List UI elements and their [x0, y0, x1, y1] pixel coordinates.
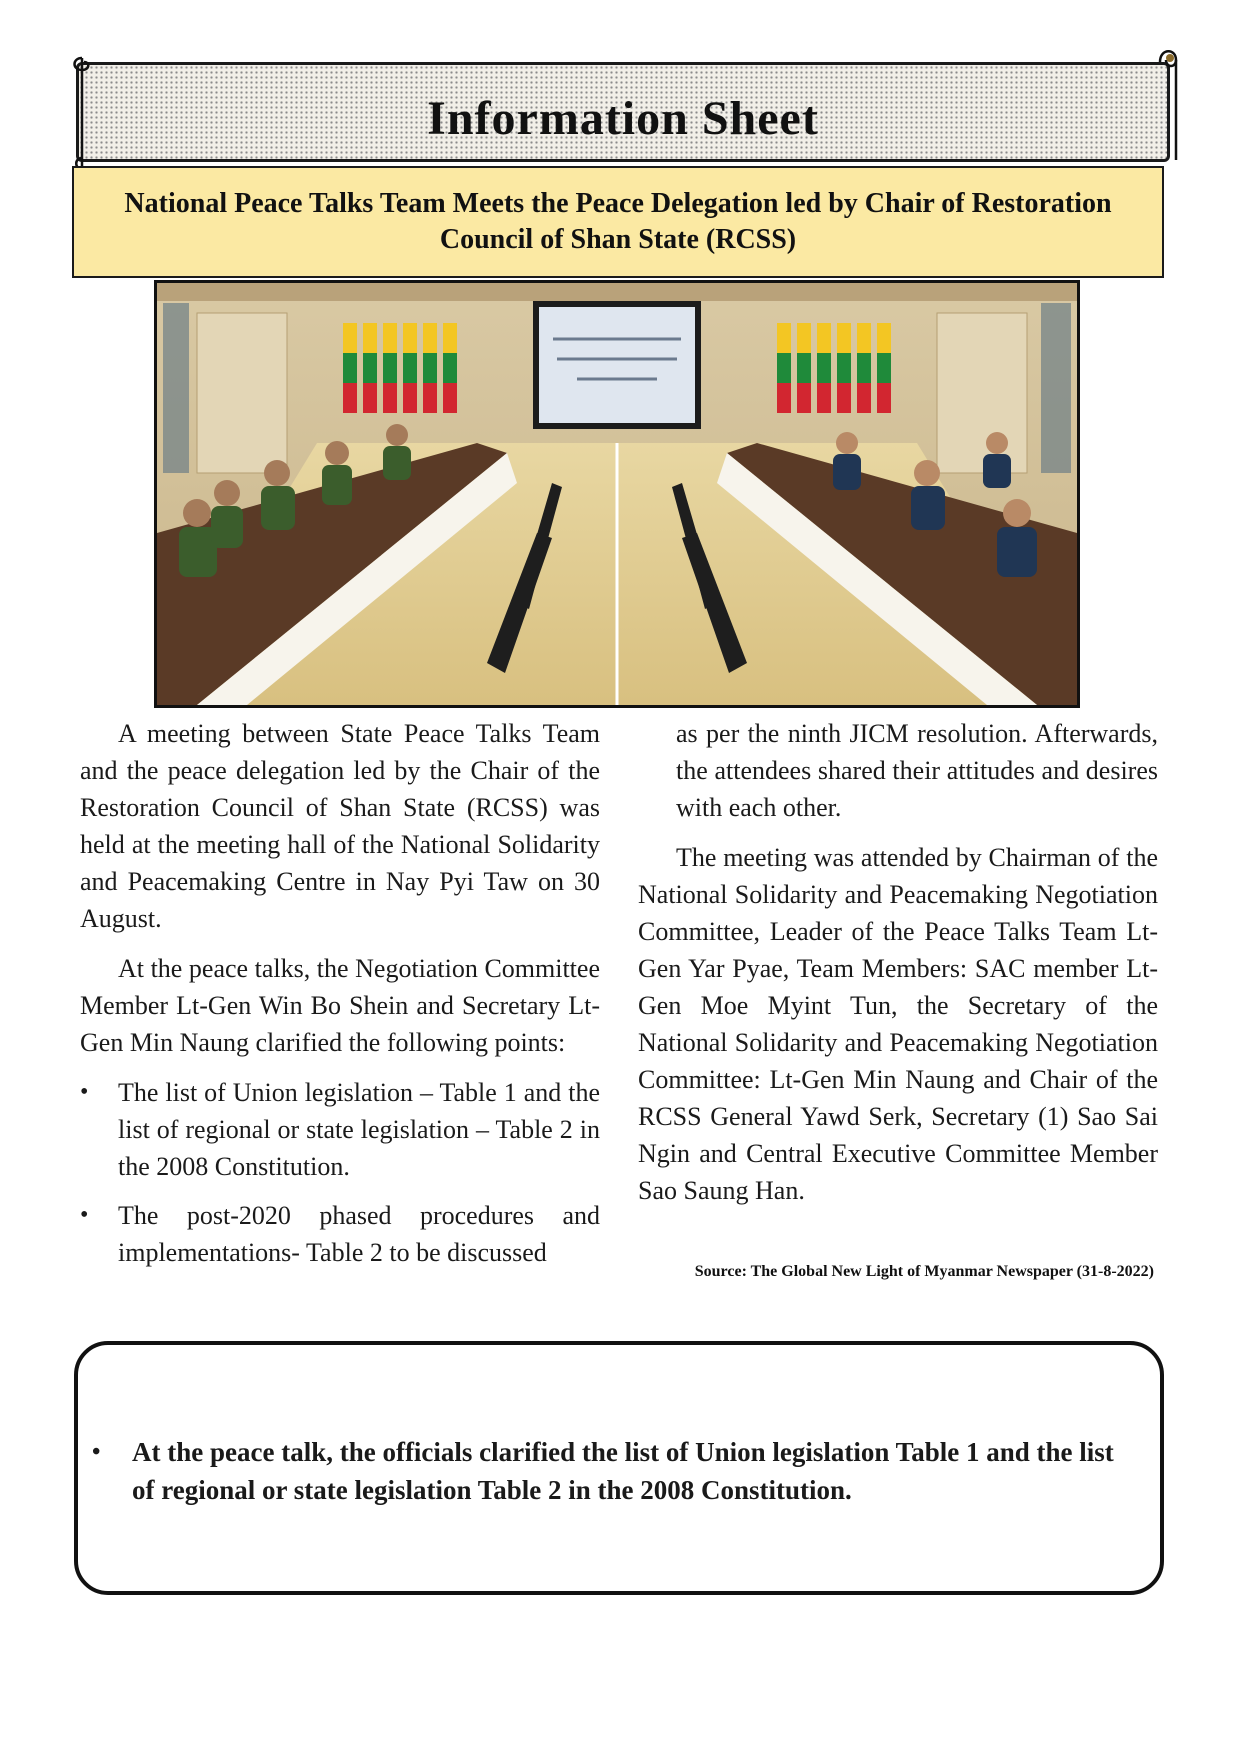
points-list — [80, 1074, 600, 1271]
bullet-icon: • — [92, 1439, 101, 1465]
scroll-curl-right-icon — [1150, 40, 1180, 170]
title-banner-body — [76, 62, 1170, 162]
page-title: Information Sheet — [427, 92, 819, 145]
article-paragraph: A meeting between State Peace Talks Team and the peace delegation led by the Chair of the Restoration Council of Shan State (RCSS) was held at the meeting hall of the National Solidarity and Peacemaking Centre in Nay Pyi Taw on 30 August. — [80, 719, 600, 933]
meeting-hall-illustration — [157, 283, 1077, 705]
summary-box — [74, 1341, 1164, 1595]
article-column-left — [80, 715, 600, 1283]
meeting-hall-photo — [154, 280, 1080, 708]
source-citation: Source: The Global New Light of Myanmar Newspaper (31-8-2022) — [694, 1263, 1154, 1280]
article-paragraph-continued: as per the ninth JICM resolution. Afterwards, the attendees shared their attitudes and desires with each other. — [676, 719, 1158, 822]
summary-point — [92, 1433, 1140, 1509]
subtitle-box — [72, 166, 1164, 278]
article-headline: National Peace Talks Team Meets the Peace Delegation led by Chair of Restoration Council of Shan State (RCSS) — [124, 188, 1112, 255]
scroll-curl-left-icon — [68, 54, 94, 174]
list-item: • The list of Union legislation – Table 1 and the list of regional or state legislation – Table 2 in the 2008 Constitution. — [80, 1074, 600, 1185]
title-banner — [76, 58, 1170, 166]
list-item: • The post-2020 phased procedures and implementations- Table 2 to be discussed — [80, 1197, 600, 1271]
article-paragraph: At the peace talks, the Negotiation Committee Member Lt-Gen Win Bo Shein and Secretary Lt-Gen Min Naung clarified the following points: — [80, 954, 600, 1057]
article-column-right — [638, 715, 1158, 1222]
summary-text: At the peace talk, the officials clarified the list of Union legislation Table 1 and the list of regional or state legislation Table 2 in the 2008 Constitution. — [132, 1437, 1114, 1505]
article-paragraph: The meeting was attended by Chairman of the National Solidarity and Peacemaking Negotiation Committee, Leader of the Peace Talks Team Lt-Gen Yar Pyae, Team Members: SAC member Lt-Gen Moe Myint Tun, the Secretary of the National Solidarity and Peacemaking Negotiation Committee: Lt-Gen Min Naung and Chair of the RCSS General Yawd Serk, Secretary (1) Sao Sai Ngin and Central Executive Committee Member Sao Saung Han. — [638, 843, 1158, 1205]
